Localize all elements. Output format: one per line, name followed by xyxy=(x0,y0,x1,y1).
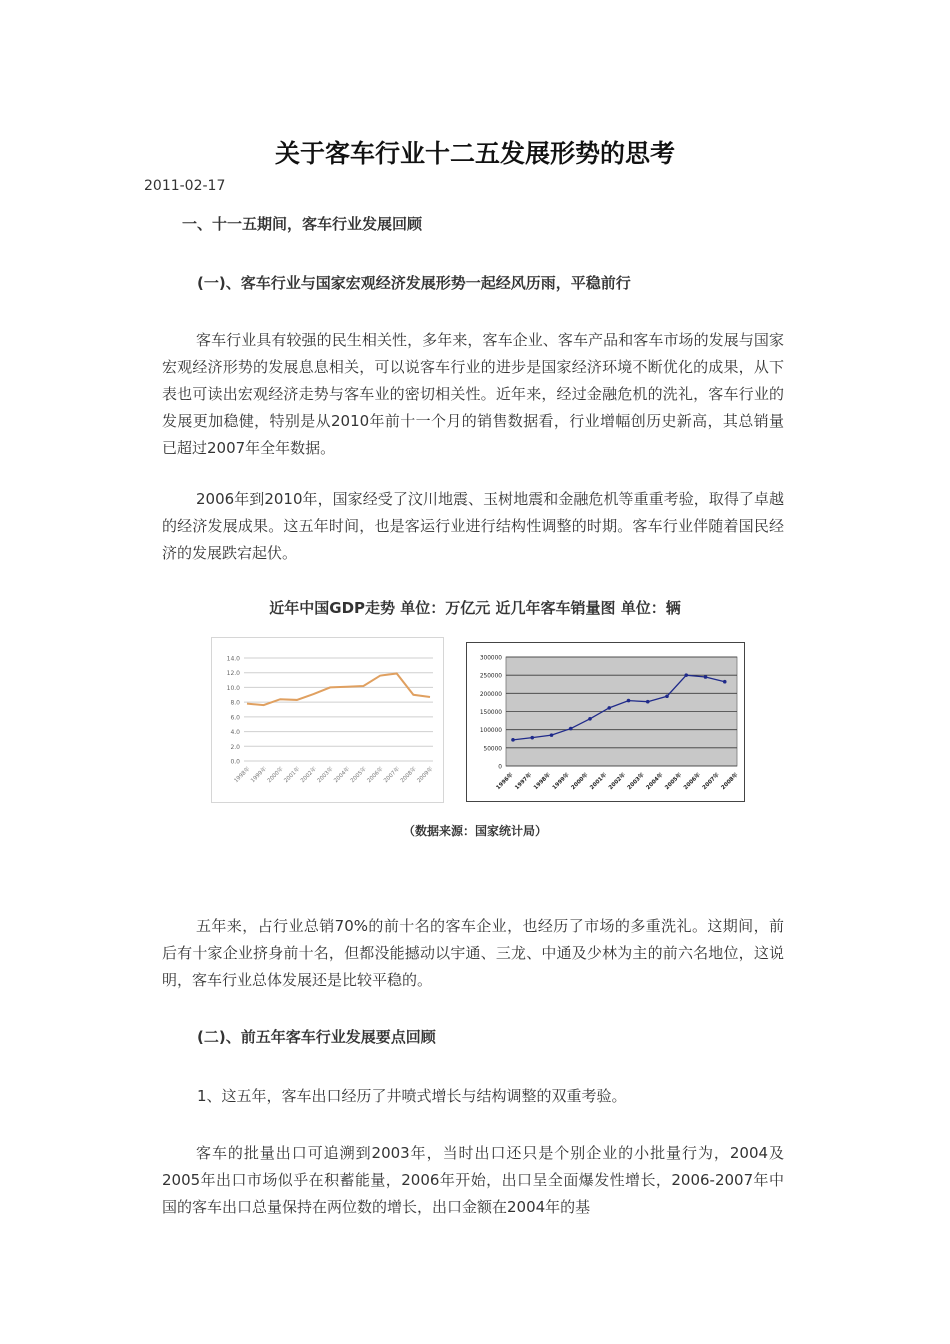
gdp-x-tick-label: 2005年 xyxy=(349,766,368,785)
sales-data-point xyxy=(627,699,631,703)
gdp-x-tick-label: 2001年 xyxy=(283,766,302,785)
gdp-x-tick-label: 2009年 xyxy=(416,766,435,785)
sales-data-point xyxy=(665,694,669,698)
sales-x-tick-label: 2000年 xyxy=(570,772,590,792)
sales-y-tick-label: 100000 xyxy=(479,728,502,735)
gdp-x-tick-label: 2004年 xyxy=(333,766,352,785)
publish-date: 2011-02-17 xyxy=(144,178,226,194)
gdp-x-tick-label: 2003年 xyxy=(316,766,335,785)
gdp-x-tick-label: 2006年 xyxy=(366,766,385,785)
sales-x-tick-label: 2008年 xyxy=(720,772,740,792)
gdp-y-tick-label: 14.0 xyxy=(226,655,240,663)
subsection-heading-2: (二)、前五年客车行业发展要点回顾 xyxy=(197,1028,436,1046)
sales-y-tick-label: 200000 xyxy=(479,691,502,698)
paragraph-1: 客车行业具有较强的民生相关性，多年来，客车企业、客车产品和客车市场的发展与国家宏观经济形势的发展息息相关，可以说客车行业的进步是国家经济环境不断优化的成果，从下表也可读出宏观经济走势与客车业的密切相关性。近年来，经过金融危机的洗礼，客车行业的发展更加稳健，特别是从2010年前十一个月的销售数据看，行业增幅创历史新高，其总销量已超过2007年全年数据。 xyxy=(162,331,784,457)
sales-data-point xyxy=(569,727,573,731)
sales-data-point xyxy=(511,738,515,742)
gdp-y-tick-label: 8.0 xyxy=(230,699,240,707)
sales-x-tick-label: 2002年 xyxy=(607,772,627,792)
numbered-item-1: 1、这五年，客车出口经历了井喷式增长与结构调整的双重考验。 xyxy=(197,1087,627,1105)
section-heading-1: 一、十一五期间，客车行业发展回顾 xyxy=(182,215,423,233)
sales-y-tick-label: 250000 xyxy=(479,673,502,680)
sales-x-tick-label: 2003年 xyxy=(626,772,646,792)
gdp-y-tick-label: 6.0 xyxy=(230,714,240,722)
data-source-note: （数据来源：国家统计局） xyxy=(402,824,547,838)
sales-y-tick-label: 0 xyxy=(498,764,502,771)
gdp-y-tick-label: 10.0 xyxy=(226,684,240,692)
sales-y-tick-label: 150000 xyxy=(479,710,502,716)
sales-x-tick-label: 2006年 xyxy=(682,772,702,792)
gdp-x-tick-label: 2002年 xyxy=(299,766,318,785)
paragraph-4: 客车的批量出口可追溯到2003年，当时出口还只是个别企业的小批量行为，2004及2005年出口市场似乎在积蓄能量，2006年开始，出口呈全面爆发性增长，2006-2007年中国的客车出口总量保持在两位数的增长，出口金额在2004年的基 xyxy=(162,1144,784,1216)
gdp-y-tick-label: 2.0 xyxy=(230,743,240,751)
sales-x-tick-label: 1997年 xyxy=(514,772,534,792)
gdp-x-tick-label: 2007年 xyxy=(383,766,402,785)
gdp-x-tick-label: 1998年 xyxy=(233,766,252,785)
sales-data-point xyxy=(684,673,688,677)
sales-data-point xyxy=(704,675,708,679)
sales-y-tick-label: 300000 xyxy=(479,655,502,662)
sales-y-tick-label: 50000 xyxy=(483,746,502,753)
sales-x-tick-label: 2005年 xyxy=(664,772,684,792)
sales-data-point xyxy=(550,733,554,737)
gdp-x-tick-label: 2000年 xyxy=(266,766,285,785)
sales-x-tick-label: 2004年 xyxy=(645,772,665,792)
sales-chart xyxy=(466,642,745,806)
sales-chart-svg xyxy=(466,642,745,802)
gdp-chart xyxy=(211,637,444,807)
paragraph-2: 2006年到2010年，国家经受了汶川地震、玉树地震和金融危机等重重考验，取得了卓越的经济发展成果。这五年时间，也是客运行业进行结构性调整的时期。客车行业伴随着国民经济的发展跌宕起伏。 xyxy=(162,490,784,562)
subsection-heading-1: (一)、客车行业与国家宏观经济发展形势一起经风历雨，平稳前行 xyxy=(197,274,631,292)
gdp-y-tick-label: 4.0 xyxy=(230,729,240,737)
document-title: 关于客车行业十二五发展形势的思考 xyxy=(274,139,675,168)
sales-data-point xyxy=(588,717,592,721)
sales-data-point xyxy=(723,680,727,684)
paragraph-3: 五年来，占行业总销70%的前十名的客车企业，也经历了市场的多重洗礼。这期间，前后有十家企业挤身前十名，但都没能撼动以宇通、三龙、中通及少林为主的前六名地位，这说明，客车行业总体发展还是比较平稳的。 xyxy=(162,917,784,989)
charts-caption: 近年中国GDP走势 单位：万亿元 近几年客车销量图 单位：辆 xyxy=(269,599,681,617)
sales-data-point xyxy=(646,700,650,704)
sales-x-tick-label: 1999年 xyxy=(551,772,571,792)
gdp-chart-svg xyxy=(211,637,444,803)
sales-x-tick-label: 1996年 xyxy=(495,772,515,792)
gdp-x-tick-label: 2008年 xyxy=(399,766,418,785)
sales-x-tick-label: 2001年 xyxy=(589,772,609,792)
sales-x-tick-label: 1998年 xyxy=(532,772,552,792)
gdp-y-tick-label: 12.0 xyxy=(226,670,240,678)
sales-data-point xyxy=(530,736,534,740)
gdp-x-tick-label: 1999年 xyxy=(250,766,269,785)
sales-data-point xyxy=(607,706,611,710)
sales-x-tick-label: 2007年 xyxy=(701,772,721,792)
gdp-y-tick-label: 0.0 xyxy=(230,758,240,766)
